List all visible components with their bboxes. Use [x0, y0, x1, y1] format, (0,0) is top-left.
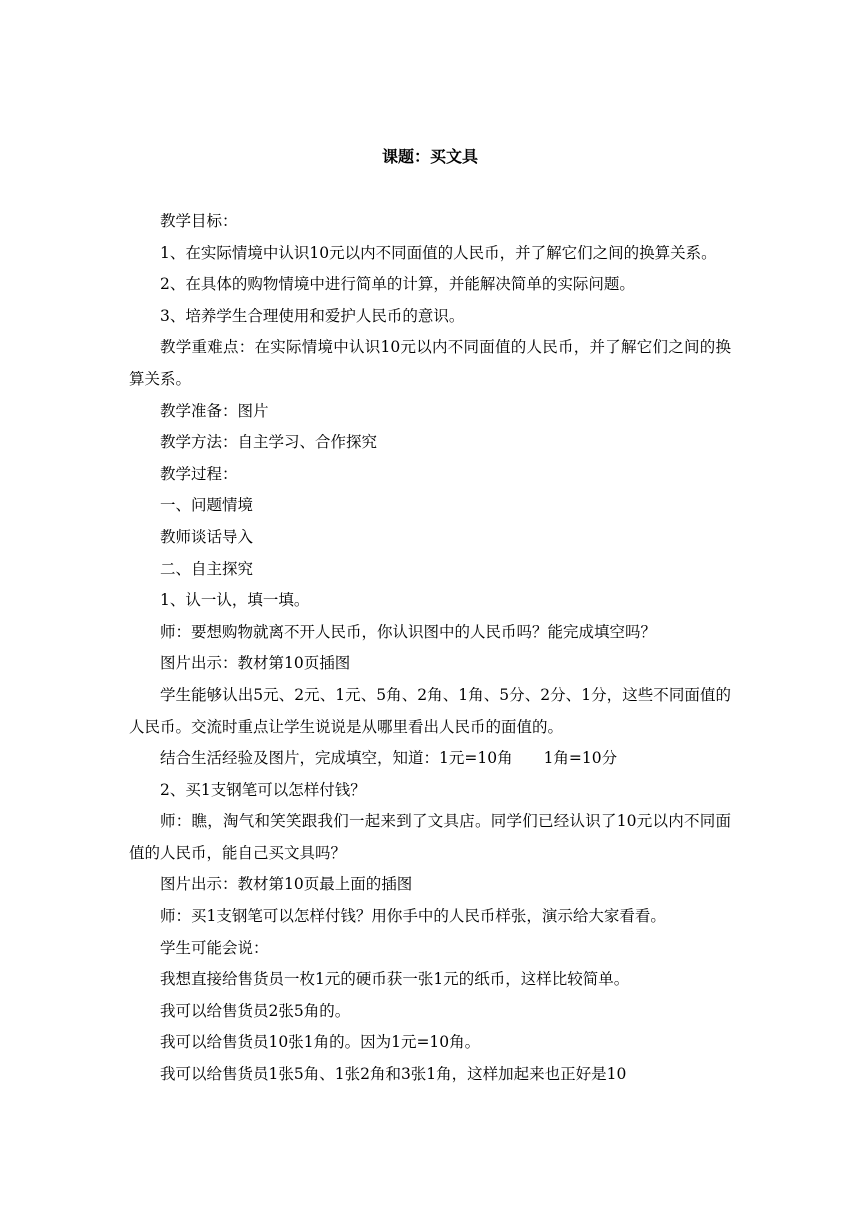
paragraph-method: 教学方法：自主学习、合作探究	[160, 433, 378, 452]
paragraph-image-note-2: 图片出示：教材第10页最上面的插图	[160, 875, 413, 894]
paragraph-student-recognize: 学生能够认出5元、2元、1元、5角、2角、1角、5分、2分、1分，这些不同面值的人民币。交流时重点让学生说说是从哪里看出人民币的面值的。	[129, 685, 731, 736]
paragraph-teacher-stationery: 师：瞧，淘气和笑笑跟我们一起来到了文具店。同学们已经认识了10元以内不同面值的人民币，能自己买文具吗？	[129, 812, 731, 862]
paragraph-teacher-intro: 教师谈话导入	[160, 527, 254, 546]
paragraph-process-heading: 教学过程：	[160, 464, 238, 483]
paragraph-teacher-question-1: 师：要想购物就离不开人民币，你认识图中的人民币吗？能完成填空吗？	[160, 622, 657, 641]
paragraph-teacher-question-2: 师：买1支钢笔可以怎样付钱？用你手中的人民币样张，演示给大家看看。	[160, 907, 666, 926]
paragraph-answer-2: 我可以给售货员2张5角的。	[160, 1001, 351, 1020]
paragraph-step-2: 2、买1支钢笔可以怎样付钱？	[160, 780, 366, 799]
paragraph-students-may-say: 学生可能会说：	[160, 938, 269, 957]
paragraph-objective-1: 1、在实际情境中认识10元以内不同面值的人民币，并了解它们之间的换算关系。	[160, 243, 717, 262]
paragraph-step-1: 1、认一认，填一填。	[160, 591, 310, 610]
document-body	[129, 206, 731, 1091]
paragraph-objective-3: 3、培养学生合理使用和爱护人民币的意识。	[160, 306, 465, 325]
paragraph-objectives-heading: 教学目标：	[160, 212, 238, 230]
paragraph-preparation: 教学准备：图片	[160, 401, 269, 420]
paragraph-key-difficulty: 教学重难点：在实际情境中认识10元以内不同面值的人民币，并了解它们之间的换算关系。	[129, 338, 731, 388]
paragraph-objective-2: 2、在具体的购物情境中进行简单的计算，并能解决简单的实际问题。	[160, 275, 635, 294]
paragraph-section-2-heading: 二、自主探究	[160, 559, 254, 578]
paragraph-fill-blank: 结合生活经验及图片，完成填空，知道：1元=10角 1角=10分	[160, 749, 618, 768]
paragraph-image-note-1: 图片出示：教材第10页插图	[160, 654, 351, 673]
page-title: 课题：买文具	[381, 147, 478, 166]
paragraph-answer-3: 我可以给售货员10张1角的。因为1元=10角。	[160, 1033, 481, 1052]
paragraph-answer-1: 我想直接给售货员一枚1元的硬币获一张1元的纸币，这样比较简单。	[160, 970, 630, 989]
paragraph-answer-4: 我可以给售货员1张5角、1张2角和3张1角，这样加起来也正好是10	[160, 1065, 627, 1084]
paragraph-section-1-heading: 一、问题情境	[160, 496, 254, 515]
